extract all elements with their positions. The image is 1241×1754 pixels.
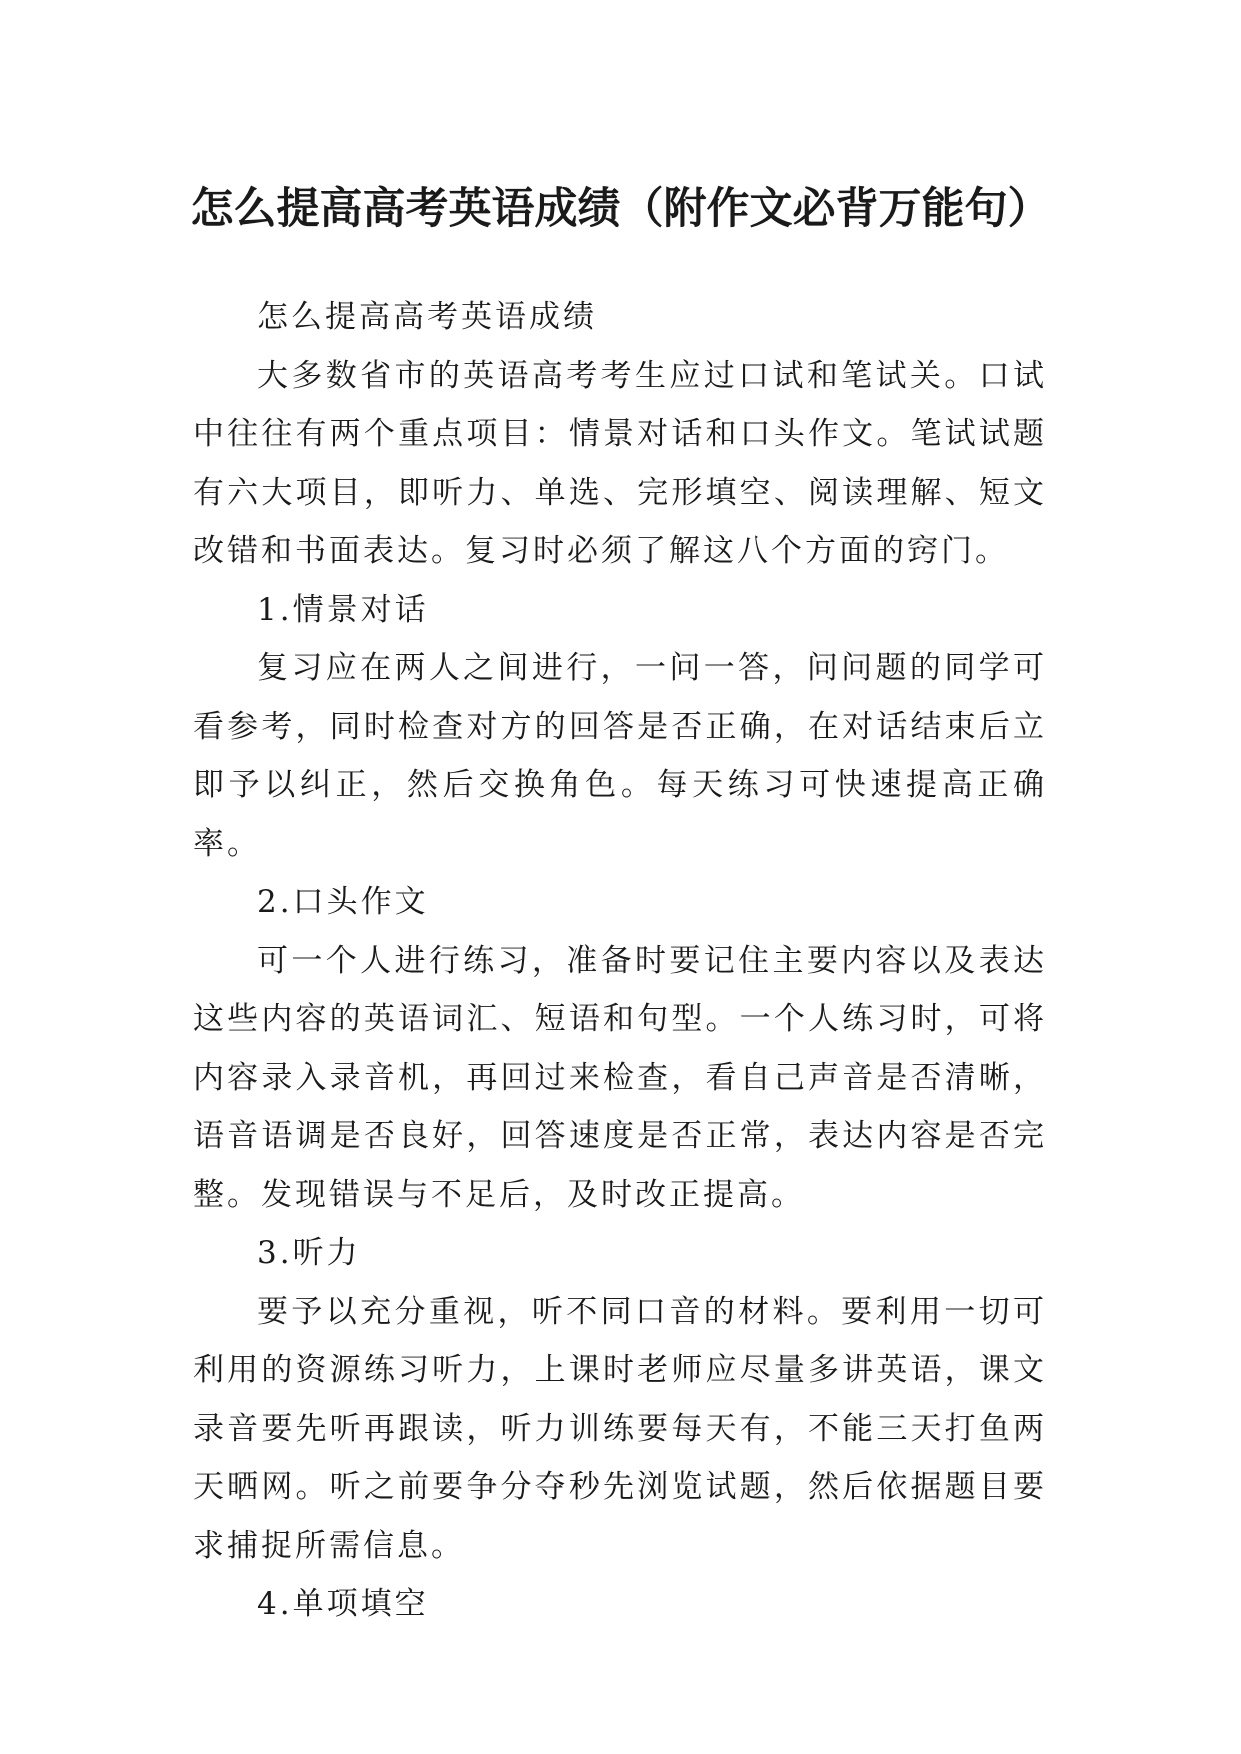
body-paragraph: 大多数省市的英语高考考生应过口试和笔试关。口试中往往有两个重点项目：情景对话和口头作文。笔试试题有六大项目，即听力、单选、完形填空、阅读理解、短文改错和书面表达。复习时必须了解这八个方面的窍门。 bbox=[193, 357, 1047, 569]
body-paragraph: 复习应在两人之间进行，一问一答，问问题的同学可看参考，同时检查对方的回答是否正确，在对话结束后立即予以纠正，然后交换角色。每天练习可快速提高正确率。 bbox=[193, 650, 1047, 862]
document-title: 怎么提高高考英语成绩（附作文必背万能句） bbox=[190, 183, 1051, 234]
section-heading: 怎么提高高考英语成绩 bbox=[257, 299, 597, 335]
body-paragraph: 可一个人进行练习，准备时要记住主要内容以及表达这些内容的英语词汇、短语和句型。一个人练习时，可将内容录入录音机，再回过来检查，看自己声音是否清晰，语音语调是否良好，回答速度是否正常，表达内容是否完整。发现错误与不足后，及时改正提高。 bbox=[193, 942, 1047, 1213]
section-heading: 4.单项填空 bbox=[257, 1586, 429, 1622]
section-heading: 1.情景对话 bbox=[257, 591, 429, 628]
section-heading: 3.听力 bbox=[257, 1235, 361, 1271]
document-body bbox=[193, 288, 1047, 1634]
body-paragraph: 要予以充分重视，听不同口音的材料。要利用一切可利用的资源练习听力，上课时老师应尽量多讲英语，课文录音要先听再跟读，听力训练要每天有，不能三天打鱼两天晒网。听之前要争分夺秒先浏览试题，然后依据题目要求捕捉所需信息。 bbox=[193, 1293, 1047, 1564]
section-heading: 2.口头作文 bbox=[257, 884, 429, 920]
